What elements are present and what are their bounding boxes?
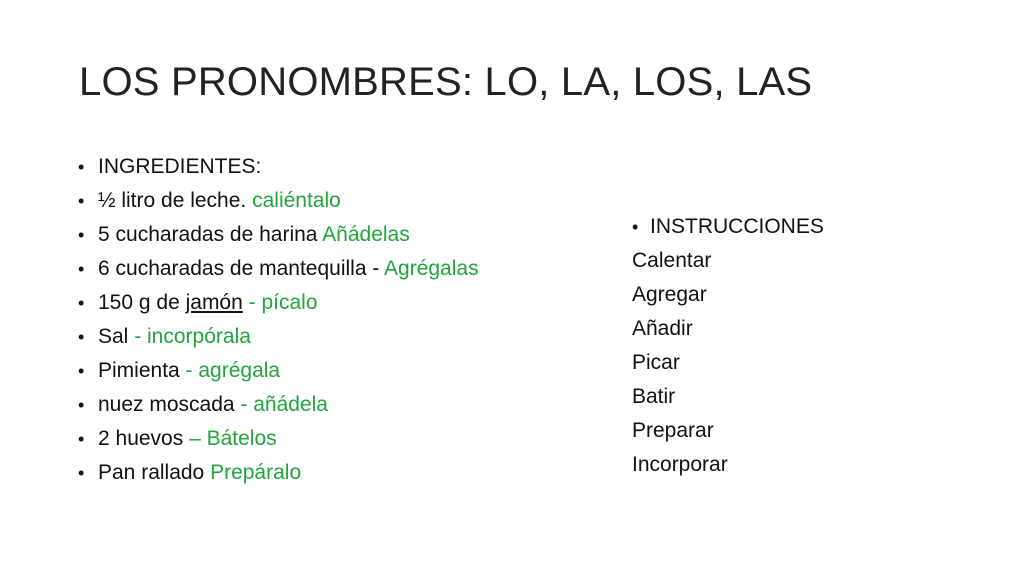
- slide-title: LOS PRONOMBRES: LO, LA, LOS, LAS: [79, 60, 813, 104]
- ingredients-header-text: INGREDIENTES:: [98, 155, 262, 178]
- instructions-header: [632, 210, 824, 244]
- list-item: [78, 388, 479, 422]
- ingredient-action: - incorpórala: [134, 325, 251, 348]
- list-item: [78, 184, 479, 218]
- list-item: [78, 456, 479, 490]
- ingredient-text: Pimienta: [98, 359, 186, 382]
- ingredient-action: Agrégalas: [384, 257, 479, 280]
- ingredient-text: 5 cucharadas de harina: [98, 223, 323, 246]
- bullet-icon: •: [78, 157, 85, 177]
- list-item: [78, 354, 479, 388]
- bullet-icon: •: [78, 463, 85, 483]
- ingredient-text: 6 cucharadas de mantequilla -: [98, 257, 385, 280]
- instruction-item: Calentar: [632, 249, 712, 272]
- ingredient-action: - agrégala: [185, 359, 281, 382]
- bullet-icon: •: [78, 395, 85, 415]
- ingredient-underlined-text: jamón: [185, 291, 243, 314]
- instruction-item: Añadir: [632, 317, 693, 340]
- ingredient-action: - pícalo: [242, 291, 318, 314]
- ingredient-action: – Bátelos: [189, 427, 277, 450]
- bullet-icon: •: [78, 429, 85, 449]
- bullet-icon: •: [78, 361, 85, 381]
- ingredient-text: Pan rallado: [98, 461, 211, 484]
- instruction-item: Batir: [632, 385, 676, 408]
- ingredient-action: Prepáralo: [210, 461, 302, 484]
- bullet-icon: •: [78, 259, 85, 279]
- ingredients-list: [78, 150, 479, 490]
- ingredient-text: nuez moscada: [98, 393, 241, 416]
- list-item: [78, 218, 479, 252]
- bullet-icon: •: [78, 293, 85, 313]
- ingredient-text: 2 huevos: [98, 427, 190, 450]
- bullet-icon: •: [78, 327, 85, 347]
- bullet-icon: •: [78, 225, 85, 245]
- instruction-item: Agregar: [632, 283, 707, 306]
- list-item: [78, 320, 479, 354]
- list-item: [78, 252, 479, 286]
- instructions-header-text: INSTRUCCIONES: [650, 215, 824, 238]
- ingredient-text: ½ litro de leche.: [98, 189, 253, 212]
- list-item: [78, 286, 479, 320]
- instruction-item: Incorporar: [632, 453, 728, 476]
- ingredient-text: Sal: [98, 325, 135, 348]
- ingredient-action: Añádelas: [322, 223, 410, 246]
- bullet-icon: •: [632, 217, 639, 237]
- instruction-item: Preparar: [632, 419, 714, 442]
- ingredients-header: [78, 150, 479, 184]
- instructions-list: [632, 210, 824, 482]
- instruction-item: Picar: [632, 351, 680, 374]
- ingredient-action: - añádela: [240, 393, 328, 416]
- ingredient-action: caliéntalo: [252, 189, 341, 212]
- list-item: [78, 422, 479, 456]
- ingredient-text: 150 g de: [98, 291, 186, 314]
- bullet-icon: •: [78, 191, 85, 211]
